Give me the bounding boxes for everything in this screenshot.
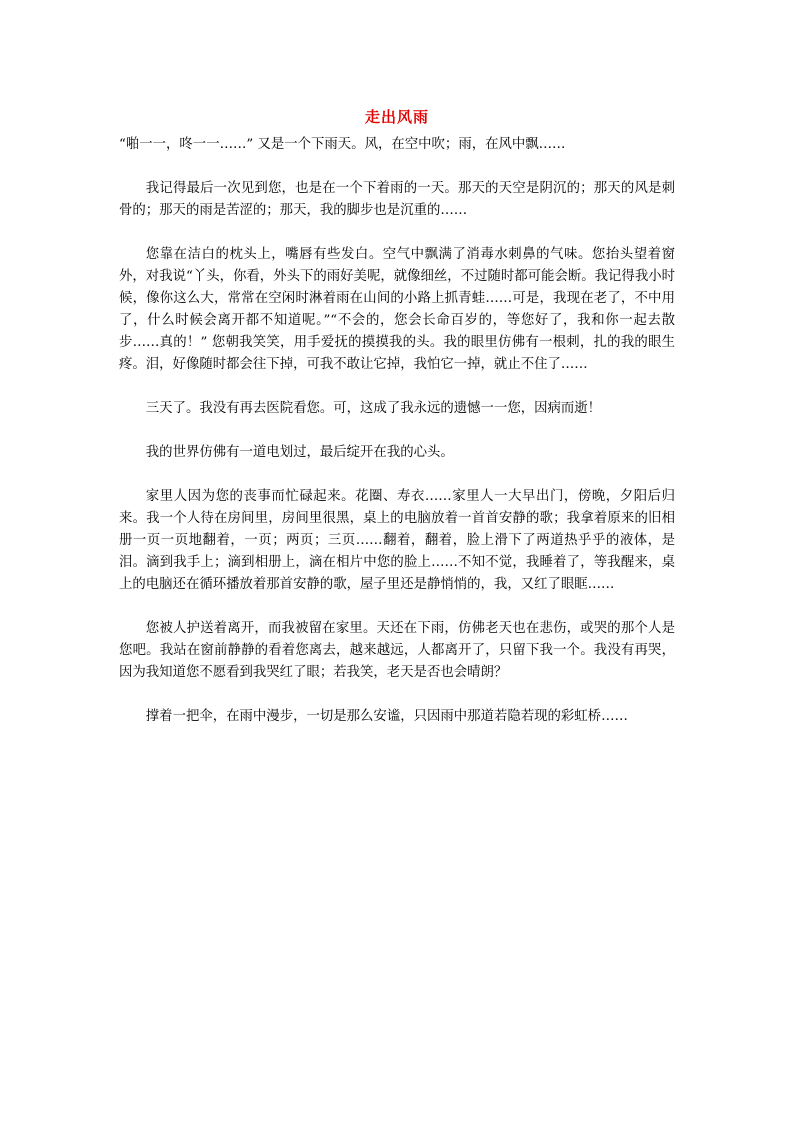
paragraph-3: 您靠在洁白的枕头上，嘴唇有些发白。空气中飘满了消毒水刺鼻的气味。您抬头望着窗外，对我说“丫头，你看，外头下的雨好美呢，就像细丝，不过随时都可能会断。我记得我小时候，像你这么大，常常在空闲时淋着雨在山间的小路上抓青蛙……可是，我现在老了，不中用了，什么时候会离开都不知道呢。”“不会的，您会长命百岁的，等您好了，我和你一起去散步……真的！” 您朝我笑笑，用手爱抚的摸摸我的头。我的眼里仿佛有一根刺，扎的我的眼生疼。泪，好像随时都会往下掉，可我不敢让它掉，我怕它一掉，就止不住了…… xyxy=(119,247,675,372)
paragraph-2: 我记得最后一次见到您，也是在一个下着雨的一天。那天的天空是阴沉的；那天的风是刺骨的；那天的雨是苦涩的；那天，我的脚步也是沉重的…… xyxy=(119,181,675,218)
paragraph-5: 我的世界仿佛有一道电划过，最后绽开在我的心头。 xyxy=(145,445,454,460)
paragraph-4: 三天了。我没有再去医院看您。可，这成了我永远的遗憾一一您，因病而逝！ xyxy=(145,401,602,416)
paragraph-7: 您被人护送着离开，而我被留在家里。天还在下雨，仿佛老天也在悲伤，或哭的那个人是您吧。我站在窗前静静的看着您离去，越来越远，人都离开了，只留下我一个。我没有再哭，因为我知道您不愿看到我哭红了眼；若我笑，老天是否也会晴朗？ xyxy=(119,621,675,680)
paragraph-8: 撑着一把伞，在雨中漫步，一切是那么安谧，只因雨中那道若隐若现的彩虹桥…… xyxy=(145,709,628,724)
paragraph-6: 家里人因为您的丧事而忙碌起来。花圈、寿衣……家里人一大早出门，傍晚，夕阳后归来。我一个人待在房间里，房间里很黑，桌上的电脑放着一首首安静的歌；我拿着原来的旧相册一页一页地翻着，一页；两页；三页……翻着，翻着，脸上滑下了两道热乎乎的液体，是泪。滴到我手上；滴到相册上，滴在相片中您的脸上……不知不觉，我睡着了，等我醒来，桌上的电脑还在循环播放着那首安静的歌，屋子里还是静悄悄的，我，又红了眼眶…… xyxy=(119,489,675,592)
document-title: 走出风雨 xyxy=(364,108,429,126)
document-page xyxy=(119,106,675,750)
paragraph-1: “啪一一，咚一一……” 又是一个下雨天。风，在空中吹；雨，在风中飘…… xyxy=(119,137,566,152)
